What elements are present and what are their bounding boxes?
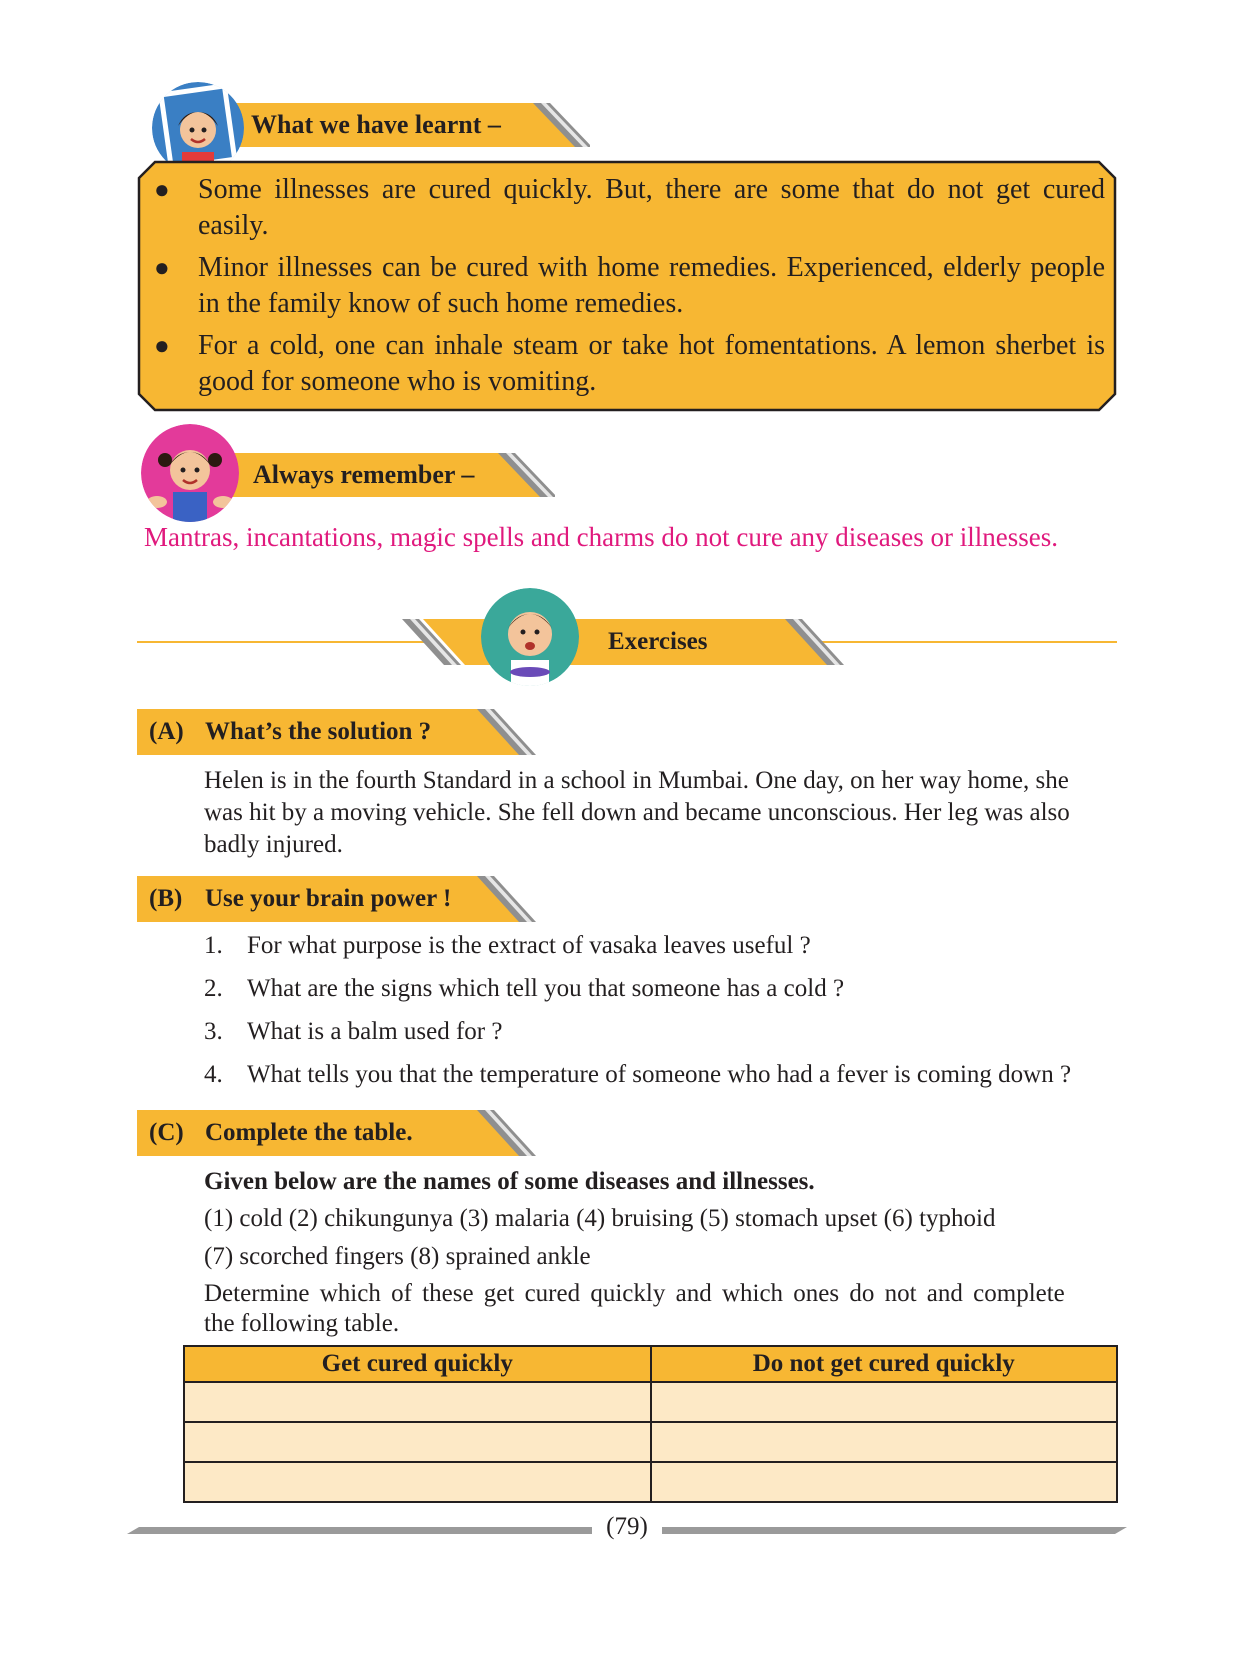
- learnt-banner: [205, 103, 590, 147]
- exercises-heading: Exercises: [608, 628, 708, 655]
- remember-avatar-icon: [141, 424, 239, 522]
- page-number: (79): [606, 1513, 648, 1540]
- table-cell: [184, 1462, 651, 1502]
- instruction-line: Determine which of these get cured quickly and which ones do not and complete: [204, 1280, 1065, 1307]
- disease-list-line: (1) cold (2) chikungunya (3) malaria (4) bruising (5) stomach upset (6) typhoid: [204, 1205, 996, 1232]
- question-list: [204, 930, 1134, 1102]
- table-cell: [184, 1382, 651, 1422]
- section-c-letter: (C): [149, 1119, 184, 1146]
- table-row: [184, 1382, 1117, 1422]
- section-c-subheading: Given below are the names of some diseases and illnesses.: [204, 1168, 815, 1195]
- list-item: ● For a cold, one can inhale steam or take hot fomentations. A lemon sherbet is good for someone who is vomiting.: [154, 330, 1105, 397]
- section-b-title: Use your brain power !: [205, 885, 452, 912]
- learnt-list: [137, 172, 1117, 406]
- section-c-header: [137, 1110, 537, 1156]
- section-c-title: Complete the table.: [205, 1119, 413, 1146]
- section-a-title: What’s the solution ?: [205, 718, 432, 745]
- section-b-letter: (B): [149, 885, 183, 912]
- exercises-avatar-icon: [481, 588, 579, 686]
- list-item: ● Minor illnesses can be cured with home remedies. Experienced, elderly people in the family know of such home remedies.: [154, 252, 1105, 319]
- footer-rule-left: [127, 1527, 592, 1534]
- table-row: [184, 1422, 1117, 1462]
- section-a-letter: (A): [149, 718, 184, 745]
- table-cell: [651, 1422, 1118, 1462]
- list-item: ● Some illnesses are cured quickly. But, there are some that do not get cured easily.: [154, 174, 1105, 241]
- remember-heading: Always remember –: [253, 460, 475, 489]
- list-item: 2. What are the signs which tell you that someone has a cold ?: [204, 975, 845, 1002]
- table-row: [184, 1462, 1117, 1502]
- bullet-icon: ●: [154, 253, 170, 282]
- disease-list-line: (7) scorched fingers (8) sprained ankle: [204, 1243, 591, 1270]
- table-header: Do not get cured quickly: [651, 1346, 1118, 1382]
- learnt-heading: What we have learnt –: [251, 110, 501, 139]
- table-cell: [651, 1382, 1118, 1422]
- list-item: 1. For what purpose is the extract of vasaka leaves useful ?: [204, 932, 811, 959]
- section-a-paragraph: Helen is in the fourth Standard in a school in Mumbai. One day, on her way home, she was hit by a moving vehicle. She fell down and became unconscious. Her leg was also badly injured.: [204, 767, 1070, 858]
- list-item: 3. What is a balm used for ?: [204, 1018, 503, 1045]
- table-header: Get cured quickly: [184, 1346, 651, 1382]
- cure-table: [183, 1345, 1118, 1503]
- section-a-header: [137, 709, 537, 755]
- remember-text: Mantras, incantations, magic spells and charms do not cure any diseases or illnesses.: [144, 522, 1059, 552]
- table-cell: [184, 1422, 651, 1462]
- exercises-divider-right: [810, 641, 1117, 643]
- table-cell: [651, 1462, 1118, 1502]
- learnt-box: [137, 160, 1117, 412]
- bullet-icon: ●: [154, 331, 170, 360]
- bullet-icon: ●: [154, 175, 170, 204]
- footer-rule-right: [662, 1527, 1127, 1534]
- remember-banner: [205, 453, 555, 497]
- instruction-line: the following table.: [204, 1310, 400, 1337]
- section-c-body: [204, 1166, 1117, 1336]
- list-item: 4. What tells you that the temperature of someone who had a fever is coming down ?: [204, 1061, 1072, 1088]
- section-b-header: [137, 876, 537, 922]
- exercises-divider-left: [137, 641, 437, 643]
